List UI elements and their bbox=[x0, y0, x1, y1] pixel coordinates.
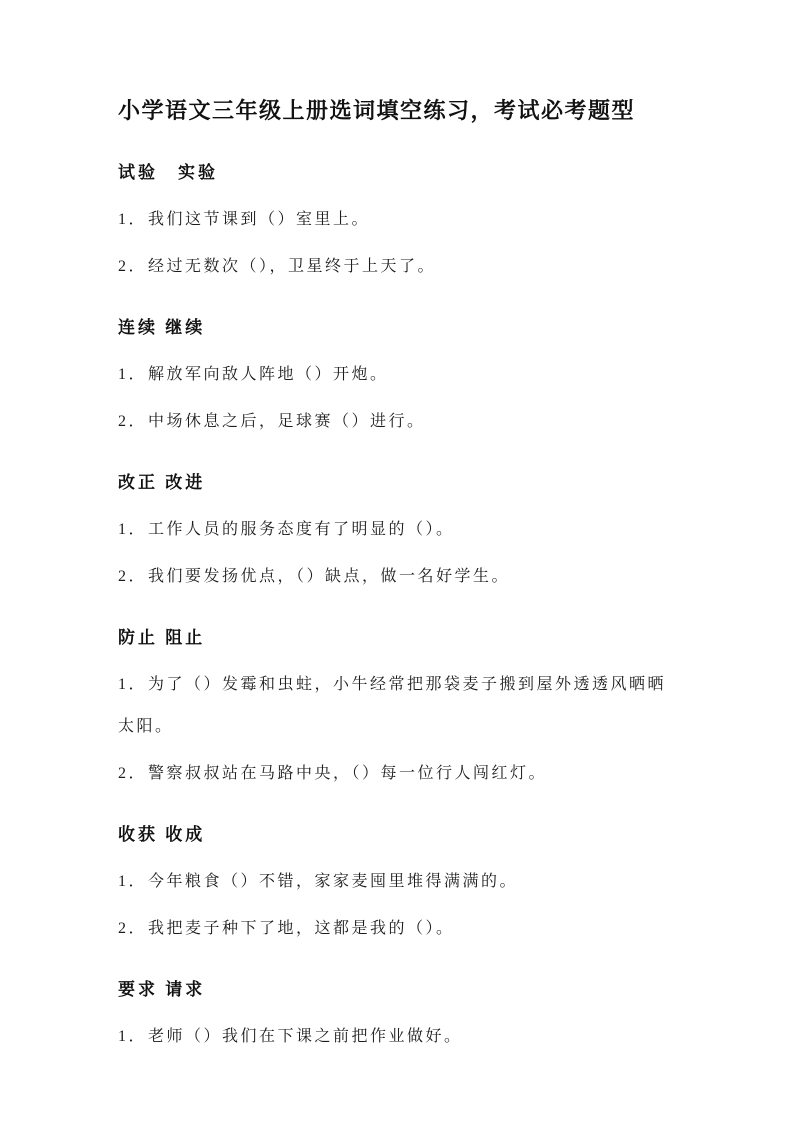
item-number: 1． bbox=[118, 211, 148, 228]
item-number: 2． bbox=[118, 765, 148, 782]
item-text: 为了（）发霉和虫蛀，小牛经常把那袋麦子搬到屋外透透风晒晒太阳。 bbox=[118, 676, 667, 735]
item-text: 警察叔叔站在马路中央，（）每一位行人闯红灯。 bbox=[148, 765, 548, 782]
exercise-item bbox=[118, 556, 675, 598]
item-text: 解放军向敌人阵地（）开炮。 bbox=[148, 366, 389, 383]
exercise-item bbox=[118, 509, 675, 551]
exercise-item bbox=[118, 908, 675, 950]
item-number: 2． bbox=[118, 568, 148, 585]
item-number: 2． bbox=[118, 920, 148, 937]
exercise-item bbox=[118, 199, 675, 241]
item-text: 我把麦子种下了地，这都是我的（）。 bbox=[148, 920, 455, 937]
exercise-item bbox=[118, 246, 675, 288]
item-text: 今年粮食（）不错，家家麦囤里堆得满满的。 bbox=[148, 873, 519, 890]
word-pair-heading: 防止 阻止 bbox=[118, 628, 206, 647]
item-number: 1． bbox=[118, 366, 148, 383]
item-number: 1． bbox=[118, 1028, 148, 1045]
word-pair-heading: 连续 继续 bbox=[118, 318, 206, 337]
exercise-item bbox=[118, 753, 675, 795]
exercise-item bbox=[118, 861, 675, 903]
exercise-item bbox=[118, 401, 675, 443]
section-fangzhi bbox=[118, 625, 675, 795]
item-text: 经过无数次（），卫星终于上天了。 bbox=[148, 258, 437, 275]
item-number: 1． bbox=[118, 676, 148, 693]
word-pair-heading: 要求 请求 bbox=[118, 980, 206, 999]
word-pair-heading: 改正 改进 bbox=[118, 473, 206, 492]
item-text: 老师（）我们在下课之前把作业做好。 bbox=[148, 1028, 463, 1045]
item-number: 2． bbox=[118, 413, 148, 430]
item-number: 1． bbox=[118, 873, 148, 890]
exercise-item bbox=[118, 354, 675, 396]
section-shouhuo bbox=[118, 822, 675, 950]
word-pair-heading: 试验 实验 bbox=[118, 163, 218, 182]
item-number: 2． bbox=[118, 258, 148, 275]
item-number: 1． bbox=[118, 521, 148, 538]
item-text: 我们要发扬优点，（）缺点，做一名好学生。 bbox=[148, 568, 511, 585]
page-title: 小学语文三年级上册选词填空练习，考试必考题型 bbox=[118, 98, 636, 123]
exercise-item bbox=[118, 1016, 675, 1058]
item-text: 工作人员的服务态度有了明显的（）。 bbox=[148, 521, 455, 538]
section-gaizheng bbox=[118, 470, 675, 598]
item-text: 我们这节课到（）室里上。 bbox=[148, 211, 371, 228]
exercise-item bbox=[118, 664, 675, 748]
section-shiyan bbox=[118, 160, 675, 288]
section-yaoqiu bbox=[118, 977, 675, 1058]
item-text: 中场休息之后，足球赛（）进行。 bbox=[148, 413, 426, 430]
word-pair-heading: 收获 收成 bbox=[118, 825, 206, 844]
section-lianxu bbox=[118, 315, 675, 443]
